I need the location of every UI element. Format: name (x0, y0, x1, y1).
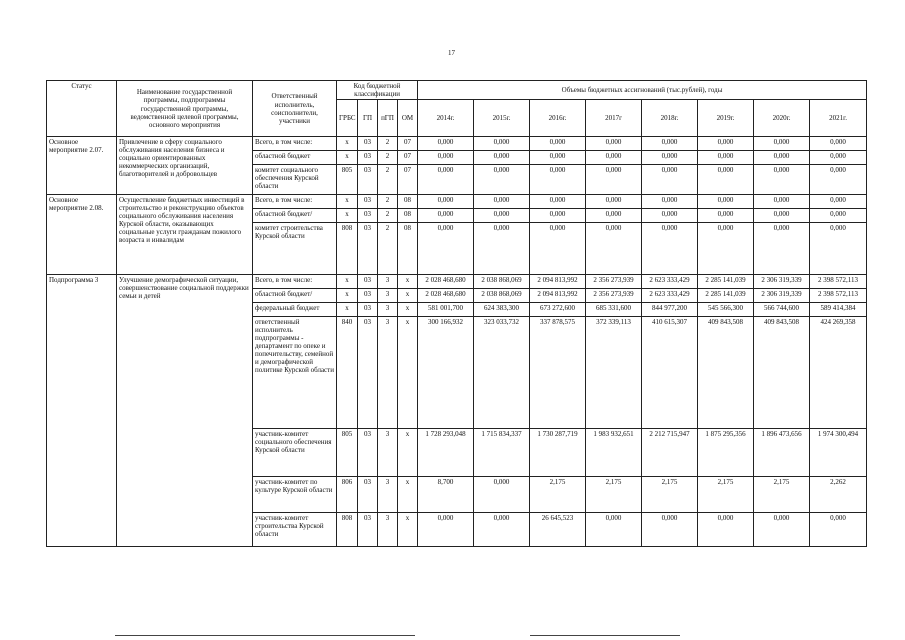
row-value-cell: 0,000 (474, 165, 530, 195)
row-value-cell: 2 028 468,680 (418, 275, 474, 289)
row-value-cell: 0,000 (698, 209, 754, 223)
row-code-cell: x (337, 209, 358, 223)
row-value-cell: 581 001,700 (418, 303, 474, 317)
row-program-name: Привлечение в сферу социального обслуживания населения бизнеса и социально ориентированных некоммерческих организаций, благотворителей и добровольцев (117, 137, 253, 195)
row-code-cell: x (337, 275, 358, 289)
row-value-cell: 2 306 319,339 (754, 289, 810, 303)
row-value-cell: 2 028 468,680 (418, 289, 474, 303)
row-value-cell: 0,000 (530, 209, 586, 223)
row-value-cell: 0,000 (642, 195, 698, 209)
row-value-cell: 2,175 (586, 477, 642, 513)
row-value-cell: 0,000 (418, 165, 474, 195)
row-responsible: областной бюджет/ (253, 209, 337, 223)
row-value-cell: 0,000 (642, 223, 698, 275)
row-value-cell: 1 730 287,719 (530, 429, 586, 477)
row-code-cell: x (398, 429, 418, 477)
row-code-cell: 808 (337, 513, 358, 547)
row-value-cell: 0,000 (642, 137, 698, 151)
row-code-cell: x (398, 317, 418, 429)
row-value-cell: 0,000 (530, 195, 586, 209)
row-value-cell: 2,175 (754, 477, 810, 513)
row-value-cell: 685 331,600 (586, 303, 642, 317)
row-value-cell: 0,000 (754, 513, 810, 547)
row-value-cell: 2,175 (530, 477, 586, 513)
row-value-cell: 0,000 (698, 223, 754, 275)
row-code-cell: 2 (378, 223, 398, 275)
row-value-cell: 0,000 (418, 223, 474, 275)
row-code-cell: 3 (378, 303, 398, 317)
row-value-cell: 0,000 (586, 209, 642, 223)
row-value-cell: 2 285 141,039 (698, 275, 754, 289)
row-responsible: комитет строительства Курской области (253, 223, 337, 275)
row-value-cell: 545 566,300 (698, 303, 754, 317)
row-value-cell: 0,000 (810, 137, 867, 151)
header-year-4: 2018г. (642, 100, 698, 137)
row-value-cell: 337 878,575 (530, 317, 586, 429)
row-responsible: ответственный исполнитель подпрограммы - департамент по опеке и попечительству, семейной и демографической политике Курской области (253, 317, 337, 429)
row-code-cell: 07 (398, 165, 418, 195)
header-year-3: 2017г (586, 100, 642, 137)
row-value-cell: 372 339,113 (586, 317, 642, 429)
row-value-cell: 844 977,200 (642, 303, 698, 317)
row-value-cell: 2,175 (642, 477, 698, 513)
page-number: 17 (448, 49, 455, 57)
row-value-cell: 0,000 (810, 223, 867, 275)
row-value-cell: 0,000 (810, 165, 867, 195)
row-value-cell: 0,000 (586, 137, 642, 151)
row-value-cell: 0,000 (810, 151, 867, 165)
row-value-cell: 0,000 (474, 477, 530, 513)
row-code-cell: 808 (337, 223, 358, 275)
row-value-cell: 2 212 715,947 (642, 429, 698, 477)
row-responsible: Всего, в том числе: (253, 195, 337, 209)
row-code-cell: x (337, 137, 358, 151)
row-code-cell: x (337, 303, 358, 317)
row-value-cell: 0,000 (474, 195, 530, 209)
row-value-cell: 1 875 295,356 (698, 429, 754, 477)
header-year-1: 2015г. (474, 100, 530, 137)
row-code-cell: x (398, 513, 418, 547)
row-code-cell: 08 (398, 195, 418, 209)
row-value-cell: 300 166,932 (418, 317, 474, 429)
row-responsible: комитет социального обеспечения Курской области (253, 165, 337, 195)
row-code-cell: 805 (337, 429, 358, 477)
row-responsible: участник-комитет социального обеспечения Курской области (253, 429, 337, 477)
row-value-cell: 0,000 (642, 165, 698, 195)
header-year-7: 2021г. (810, 100, 867, 137)
header-year-0: 2014г. (418, 100, 474, 137)
budget-table (46, 80, 867, 547)
row-status: Основное мероприятие 2.07. (47, 137, 117, 195)
row-value-cell: 424 269,358 (810, 317, 867, 429)
row-status: Подпрограмма 3 (47, 275, 117, 547)
row-code-cell: 03 (358, 275, 378, 289)
row-value-cell: 2 398 572,113 (810, 289, 867, 303)
row-value-cell: 0,000 (474, 223, 530, 275)
row-value-cell: 0,000 (586, 165, 642, 195)
row-value-cell: 0,000 (754, 151, 810, 165)
row-value-cell: 2 623 333,429 (642, 289, 698, 303)
row-code-cell: 2 (378, 137, 398, 151)
row-value-cell: 0,000 (586, 195, 642, 209)
row-code-cell: 3 (378, 275, 398, 289)
row-value-cell: 0,000 (530, 137, 586, 151)
row-code-cell: 3 (378, 429, 398, 477)
row-code-cell: x (337, 195, 358, 209)
header-code-2: пГП (378, 100, 398, 137)
row-value-cell: 2 285 141,039 (698, 289, 754, 303)
row-code-cell: 03 (358, 513, 378, 547)
row-value-cell: 1 974 300,494 (810, 429, 867, 477)
row-value-cell: 0,000 (754, 223, 810, 275)
row-value-cell: 0,000 (418, 209, 474, 223)
row-value-cell: 0,000 (474, 137, 530, 151)
row-value-cell: 589 414,384 (810, 303, 867, 317)
row-code-cell: x (398, 275, 418, 289)
row-code-cell: 03 (358, 223, 378, 275)
row-value-cell: 323 033,732 (474, 317, 530, 429)
row-code-cell: 03 (358, 137, 378, 151)
row-code-cell: 3 (378, 513, 398, 547)
row-value-cell: 0,000 (586, 223, 642, 275)
row-code-cell: x (398, 477, 418, 513)
row-responsible: участник-комитет по культуре Курской области (253, 477, 337, 513)
row-value-cell: 0,000 (530, 223, 586, 275)
row-responsible: Всего, в том числе: (253, 137, 337, 151)
row-code-cell: 2 (378, 195, 398, 209)
row-value-cell: 0,000 (698, 165, 754, 195)
row-code-cell: x (398, 289, 418, 303)
row-value-cell: 409 843,508 (754, 317, 810, 429)
row-code-cell: 3 (378, 477, 398, 513)
row-value-cell: 0,000 (418, 151, 474, 165)
header-code-group: Код бюджетной классификации (337, 81, 418, 100)
row-value-cell: 0,000 (754, 137, 810, 151)
row-value-cell: 2 398 572,113 (810, 275, 867, 289)
row-value-cell: 2 094 813,992 (530, 275, 586, 289)
row-code-cell: 07 (398, 137, 418, 151)
row-value-cell: 624 383,300 (474, 303, 530, 317)
row-value-cell: 2 306 319,339 (754, 275, 810, 289)
row-code-cell: 806 (337, 477, 358, 513)
row-code-cell: 03 (358, 195, 378, 209)
row-value-cell: 0,000 (474, 513, 530, 547)
row-value-cell: 0,000 (642, 151, 698, 165)
row-value-cell: 2,262 (810, 477, 867, 513)
row-value-cell: 673 272,600 (530, 303, 586, 317)
row-code-cell: 03 (358, 209, 378, 223)
row-value-cell: 0,000 (586, 151, 642, 165)
row-value-cell: 26 645,523 (530, 513, 586, 547)
row-value-cell: 2,175 (698, 477, 754, 513)
scan-artifact (115, 635, 415, 636)
row-program-name: Улучшение демографической ситуации, совершенствование социальной поддержки семьи и детей (117, 275, 253, 547)
row-value-cell: 0,000 (810, 513, 867, 547)
row-value-cell: 566 744,600 (754, 303, 810, 317)
header-year-2: 2016г. (530, 100, 586, 137)
header-status: Статус (47, 81, 117, 137)
row-code-cell: 03 (358, 429, 378, 477)
header-budget-group: Объемы бюджетных ассигнований (тыс.рублей), годы (418, 81, 867, 100)
row-value-cell: 2 356 273,939 (586, 275, 642, 289)
row-value-cell: 0,000 (698, 137, 754, 151)
table-row (47, 137, 867, 151)
row-value-cell: 0,000 (530, 165, 586, 195)
row-value-cell: 0,000 (530, 151, 586, 165)
row-code-cell: 3 (378, 317, 398, 429)
row-value-cell: 1 728 293,048 (418, 429, 474, 477)
row-responsible: областной бюджет (253, 151, 337, 165)
row-code-cell: 03 (358, 151, 378, 165)
row-code-cell: 2 (378, 209, 398, 223)
row-value-cell: 1 983 932,651 (586, 429, 642, 477)
row-code-cell: 2 (378, 165, 398, 195)
row-value-cell: 0,000 (474, 209, 530, 223)
row-value-cell: 2 038 868,069 (474, 289, 530, 303)
row-responsible: участник-комитет строительства Курской области (253, 513, 337, 547)
row-value-cell: 0,000 (698, 151, 754, 165)
row-code-cell: 840 (337, 317, 358, 429)
row-code-cell: x (337, 151, 358, 165)
row-status: Основное мероприятие 2.08. (47, 195, 117, 275)
row-value-cell: 409 843,508 (698, 317, 754, 429)
row-value-cell: 0,000 (418, 137, 474, 151)
row-value-cell: 0,000 (754, 165, 810, 195)
header-responsible: Ответственный исполнитель, соисполнители, участники (253, 81, 337, 137)
row-value-cell: 410 615,307 (642, 317, 698, 429)
row-value-cell: 1 715 834,337 (474, 429, 530, 477)
row-value-cell: 1 896 473,656 (754, 429, 810, 477)
row-value-cell: 0,000 (698, 513, 754, 547)
row-responsible: федеральный бюджет (253, 303, 337, 317)
row-value-cell: 2 623 333,429 (642, 275, 698, 289)
header-name: Наименование государственной программы, подпрограммы государственной программы, ведомственной целевой программы, основного мероприятия (117, 81, 253, 137)
header-code-3: ОМ (398, 100, 418, 137)
row-code-cell: 08 (398, 209, 418, 223)
row-code-cell: 2 (378, 151, 398, 165)
row-value-cell: 2 038 868,069 (474, 275, 530, 289)
row-value-cell: 0,000 (418, 195, 474, 209)
row-code-cell: x (398, 303, 418, 317)
row-value-cell: 0,000 (810, 195, 867, 209)
row-value-cell: 2 356 273,939 (586, 289, 642, 303)
header-code-1: ГП (358, 100, 378, 137)
row-code-cell: 08 (398, 223, 418, 275)
row-value-cell: 0,000 (642, 513, 698, 547)
row-value-cell: 0,000 (474, 151, 530, 165)
row-code-cell: 03 (358, 289, 378, 303)
row-value-cell: 0,000 (642, 209, 698, 223)
row-value-cell: 2 094 813,992 (530, 289, 586, 303)
row-code-cell: x (337, 289, 358, 303)
row-code-cell: 03 (358, 165, 378, 195)
row-value-cell: 0,000 (586, 513, 642, 547)
table-row (47, 195, 867, 209)
row-code-cell: 03 (358, 317, 378, 429)
row-value-cell: 0,000 (698, 195, 754, 209)
row-responsible: областной бюджет/ (253, 289, 337, 303)
row-value-cell: 0,000 (754, 195, 810, 209)
row-code-cell: 07 (398, 151, 418, 165)
row-value-cell: 0,000 (810, 209, 867, 223)
row-responsible: Всего, в том числе: (253, 275, 337, 289)
row-code-cell: 03 (358, 477, 378, 513)
header-year-6: 2020г. (754, 100, 810, 137)
scan-artifact (530, 635, 680, 636)
row-code-cell: 805 (337, 165, 358, 195)
row-value-cell: 0,000 (754, 209, 810, 223)
row-program-name: Осуществление бюджетных инвестиций в строительство и реконструкцию объектов социального обслуживания населения Курской области, оказывающих социальные услуги гражданам пожилого возраста и инвалидам (117, 195, 253, 275)
row-code-cell: 03 (358, 303, 378, 317)
row-value-cell: 0,000 (418, 513, 474, 547)
header-year-5: 2019г. (698, 100, 754, 137)
row-value-cell: 8,700 (418, 477, 474, 513)
row-code-cell: 3 (378, 289, 398, 303)
table-row (47, 275, 867, 289)
header-code-0: ГРБС (337, 100, 358, 137)
